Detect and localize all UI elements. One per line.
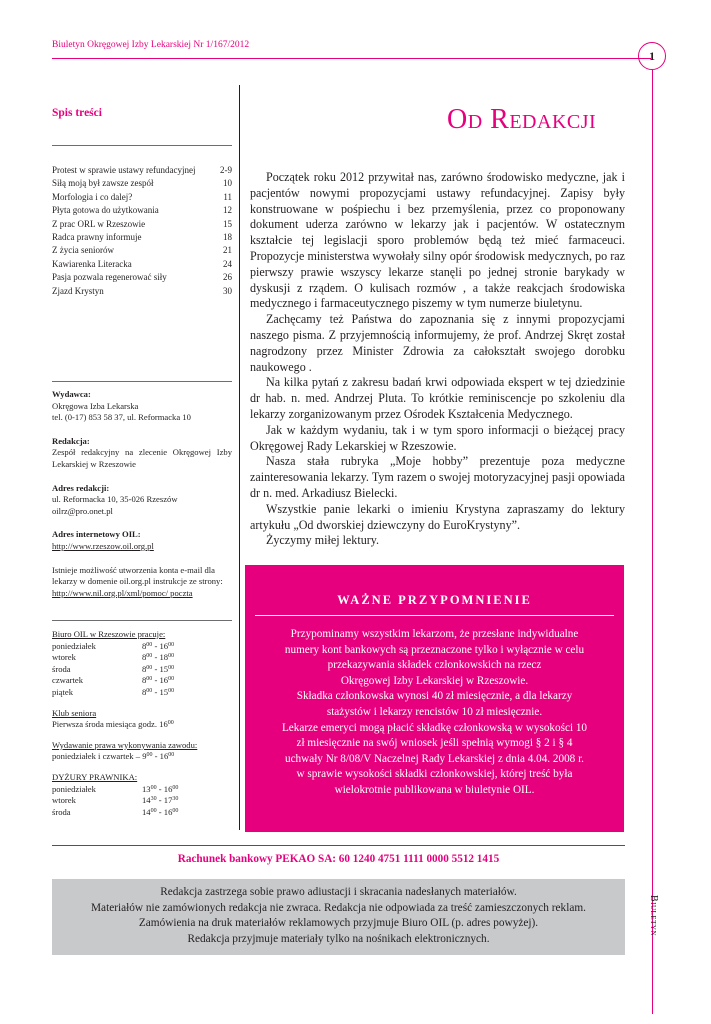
article-paragraph: Początek roku 2012 przywitał nas, zarówno środowisko medyczne, jak i pacjentów nowymi propozycjami ustawy refundacyjnej. Zapisy były konstruowane w pośpiechu i bez przemyślenia, przez co proponowany dokument uderza zarówno w lekarzy jak i pacjentów. W ostatecznym kształcie tej legislacji sporo problemów będą też mieć farmaceuci. Propozycje ministerstwa wywołały silny opór środowisk medycznych, po raz pierwszy prawie wszyscy lekarze stanęli po jednej stronie barykady w dyskusji z rządem. O kulisach rozmów , a także reakcjach środowiska medycznego i farmaceutycznego piszemy w tym numerze biuletynu. [250, 170, 625, 311]
article-paragraph: Zachęcamy też Państwa do zapoznania się z innymi propozycjami naszego pisma. Z przyjemnością informujemy, że prof. Andrzej Skręt został nagrodzony przez Minister Zdrowia za całokształt swojego dorobku naukowego . [250, 312, 625, 374]
article-paragraph: Życzymy miłej lektury. [266, 533, 380, 548]
reminder-title: WAŻNE PRZYPOMNIENIE [337, 593, 532, 607]
bank-account: Rachunek bankowy PEKAO SA: 60 1240 4751 1111 0000 5512 1415 [177, 853, 500, 865]
right-margin-rule [652, 70, 653, 1014]
hours-row: piątek $8^{00} - 15^{00}$ [52, 686, 175, 697]
email-help-link[interactable]: http://www.nil.org.pl/xml/pomoc/ poczta [52, 587, 193, 598]
article-paragraph: Na kilka pytań z zakresu badań krwi odpowiada ekspert w tej dziedzinie dr hab. n. med. Andrzej Pluta. To krótkie reminiscencje po szkoleniu dla lekarzy zorganizowanym przez Ośrodek Kształcenia Medycznego. [250, 375, 625, 421]
toc-item[interactable]: Kawiarenka Literacka 24 [52, 258, 232, 269]
table-of-contents [52, 164, 232, 298]
toc-rule-top [52, 145, 232, 146]
hours-row: środa $14^{00} - 16^{00}$ [52, 806, 179, 817]
publisher-info: Wydawca: Okręgowa Izba Lekarska tel. (0-17) 853 58 37, ul. Reformacka 10 Redakcja: Zespół redakcyjny na zlecenie Okręgowej Izby Lekarskiej w Rzeszowie Adres redakcji: ul. Reformacka 10, 35-026 Rzeszów oilrz@pro.onet.pl Adres internetowy OIL: http://www.rzeszow.oil.org.pl Istnieje możliwość utworzenia konta e-mail dla lekarzy w domenie oil.org.pl instrukcje ze strony: http://www.nil.org.pl/xml/pomoc/ poczta [52, 389, 232, 598]
hours-row: czwartek $8^{00} - 16^{00}$ [52, 675, 175, 686]
toc-item[interactable]: Płyta gotowa do użytkowania 12 [52, 205, 232, 216]
bank-rule-top [52, 845, 625, 846]
reminder-box [245, 565, 624, 832]
toc-item[interactable]: Radca prawny informuje 18 [52, 232, 232, 243]
side-label: Biuletyn [648, 895, 659, 936]
toc-item[interactable]: Siłą moją był zawsze zespół 10 [52, 178, 232, 189]
toc-item[interactable]: Morfologia i co dalej? 11 [52, 191, 232, 202]
header-rule [52, 58, 651, 59]
info-rule [52, 620, 232, 621]
column-divider [239, 85, 240, 830]
article-paragraph: Jak w każdym wydaniu, tak i w tym sporo informacji o bieżącej pracy Okręgowej Rady Lekarskiej w Rzeszowie. [250, 422, 625, 453]
hours-row: wtorek $14^{30} - 17^{30}$ [52, 795, 179, 806]
website-link[interactable]: http://www.rzeszow.oil.org.pl [52, 540, 154, 551]
journal-header: Biuletyn Okręgowej Izby Lekarskiej Nr 1/167/2012 [52, 40, 250, 50]
toc-item[interactable]: Z prac ORL w Rzeszowie 15 [52, 218, 232, 229]
editorial-notes: Redakcja zastrzega sobie prawo adiustacji i skracania nadesłanych materiałów. Materiałów nie zamówionych redakcja nie zwraca. Redakcja nie odpowiada za treść zamieszczonych reklam. Zamówienia na druk materiałów reklamowych przyjmuje Biuro OIL (p. adres powyżej). Redakcja przyjmuje materiały tylko na nośnikach elektronicznych. [52, 879, 625, 955]
office-hours: Biuro OIL w Rzeszowie pracuje: poniedziałek $8^{00} - 16^{00}$ wtorek $8^{00} - 18^{00}$ środa $8^{00} - 15^{00}$ czwartek $8^{00} - 16^{00}$ piątek $8^{00} - 15^{00}$ Klub seniora Pierwsza środa miesiąca godz. $16^{00}$ Wydawanie prawa wykonywania zawodu: poniedziałek i czwartek – $9^{00} - 16^{00}$ DYŻURY PRAWNIKA: poniedziałek $13^{00} - 16^{00}$ wtorek $14^{30} - 17^{30}$ środa $14^{00} - 16^{00}$ [52, 629, 232, 818]
toc-title: Spis treści [52, 107, 102, 119]
toc-rule-bottom [52, 381, 232, 382]
reminder-text: Przypominamy wszystkim lekarzom, że przesłane indywidualne numery kont bankowych są przeznaczone tylko i wyłącznie w celu przekazywania składek członkowskich na rzecz Okręgowej Izby Lekarskiej w Rzeszowie. Składka członkowska wynosi 40 zł miesięcznie, a dla lekarzy stażystów i lekarzy rencistów 10 zł miesięcznie. Lekarze emeryci mogą płacić składkę członkowską w wysokości 10 zł miesięcznie na swój wniosek jeśli spełnią wymogi § 2 i § 4 uchwały Nr 8/08/V Naczelnej Rady Lekarskiej z dnia 4.04. 2008 r. w sprawie wysokości składki członkowskiej, której treść była wielokrotnie publikowana w biuletynie OIL. [281, 628, 588, 796]
article-paragraph: Wszystkie panie lekarki o imieniu Krystyna zapraszamy do lektury artykułu „Od dworskiej dziewczyny do EuroKrystyny”. [250, 501, 625, 532]
reminder-rule [255, 615, 614, 616]
page-number: 1 [638, 42, 666, 70]
article-paragraph: Nasza stała rubryka „Moje hobby” prezentuje poza medyczne zainteresowania lekarzy. Tym razem o swojej motoryzacyjnej pasji opowiada dr n. med. Arkadiusz Bielecki. [250, 454, 625, 500]
toc-item[interactable]: Pasja pozwala regenerować siły 26 [52, 272, 232, 283]
hours-row: poniedziałek $13^{00} - 16^{00}$ [52, 783, 179, 794]
article-body [250, 170, 625, 549]
hours-row: środa $8^{00} - 15^{00}$ [52, 663, 175, 674]
toc-item[interactable]: Z życia seniorów 21 [52, 245, 232, 256]
article-title: Od Redakcji [447, 104, 597, 135]
hours-row: wtorek $8^{00} - 18^{00}$ [52, 652, 175, 663]
toc-item[interactable]: Zjazd Krystyn 30 [52, 285, 232, 296]
hours-row: poniedziałek $8^{00} - 16^{00}$ [52, 640, 175, 651]
toc-item[interactable]: Protest w sprawie ustawy refundacyjnej 2-9 [52, 165, 232, 175]
